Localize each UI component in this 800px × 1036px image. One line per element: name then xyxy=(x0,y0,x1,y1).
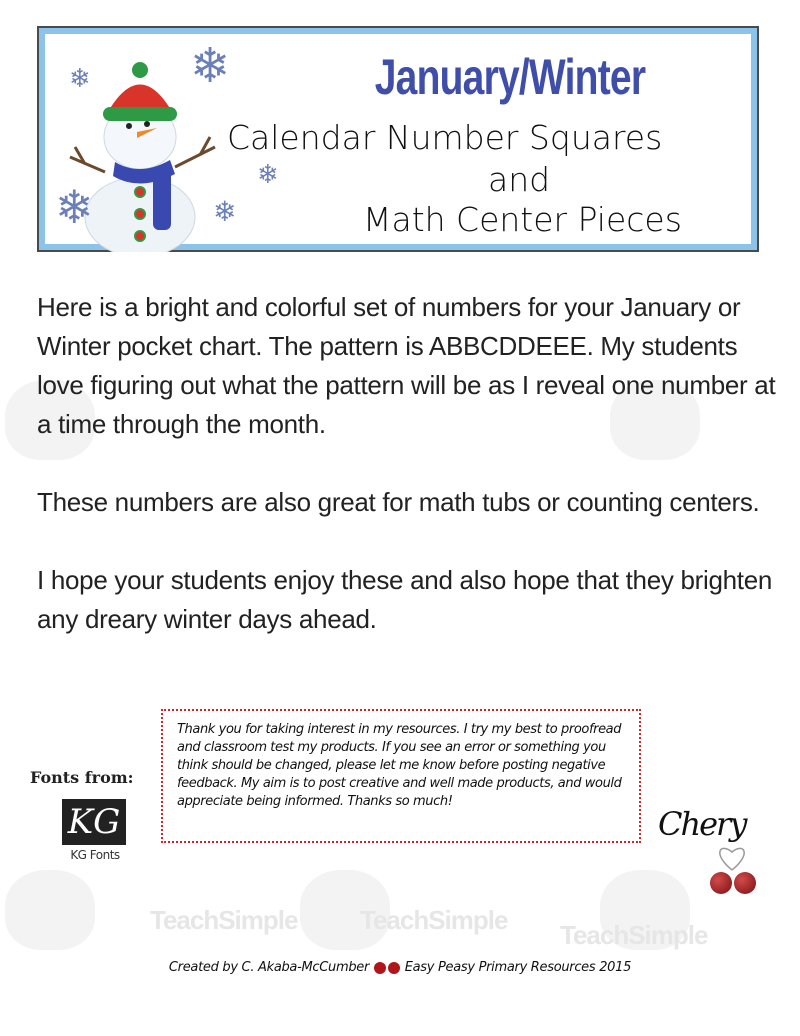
fonts-credit-label: Fonts from: xyxy=(30,768,134,787)
watermark: TeachSimple xyxy=(360,905,508,935)
footer-credit xyxy=(0,960,800,975)
footer-author: Created by C. Akaba-McCumber xyxy=(168,960,370,975)
page-title: January/Winter xyxy=(374,49,646,105)
snowflake-icon: ❄ xyxy=(69,64,91,94)
body-text xyxy=(37,288,777,678)
footer-brand: Easy Peasy Primary Resources 2015 xyxy=(404,960,632,975)
snowflake-icon: ❄ xyxy=(257,160,279,190)
subtitle-line-1: Calendar Number Squares xyxy=(227,118,663,157)
kg-fonts-caption: KG Fonts xyxy=(70,848,120,862)
snowflake-icon: ❄ xyxy=(55,180,94,234)
snowflake-icon: ❄ xyxy=(213,195,237,228)
intro-paragraph: Here is a bright and colorful set of numbers for your January or Winter pocket chart. The pattern is ABBCDDEEE. My students love figuring out what the pattern will be as I reveal one number at a time through the month. xyxy=(37,292,776,439)
signature: Chery xyxy=(658,805,746,843)
usage-paragraph: These numbers are also great for math tubs or counting centers. xyxy=(37,487,760,517)
kg-fonts-logo: KG xyxy=(62,799,126,845)
heart-stem-icon xyxy=(712,842,752,872)
owl-watermark-icon xyxy=(5,870,95,950)
feedback-note: Thank you for taking interest in my resources. I try my best to proofread and classroom test my products. If you see an error or something you think should be changed, please let me know before posting negative feedback. My aim is to post creative and well made products, and would appreciate being informed. Thanks so much! xyxy=(161,709,641,843)
cherry-icon xyxy=(734,872,756,894)
subtitle-line-2: and xyxy=(488,160,551,199)
watermark: TeachSimple xyxy=(150,905,298,935)
cherry-icon xyxy=(710,872,732,894)
subtitle-line-3: Math Center Pieces xyxy=(363,200,682,239)
title-banner xyxy=(37,26,759,252)
closing-paragraph: I hope your students enjoy these and also hope that they brighten any dreary winter days ahead. xyxy=(37,565,773,634)
watermark: TeachSimple xyxy=(560,920,708,950)
cherries-icon xyxy=(373,960,401,975)
snowflake-icon: ❄ xyxy=(190,38,231,94)
